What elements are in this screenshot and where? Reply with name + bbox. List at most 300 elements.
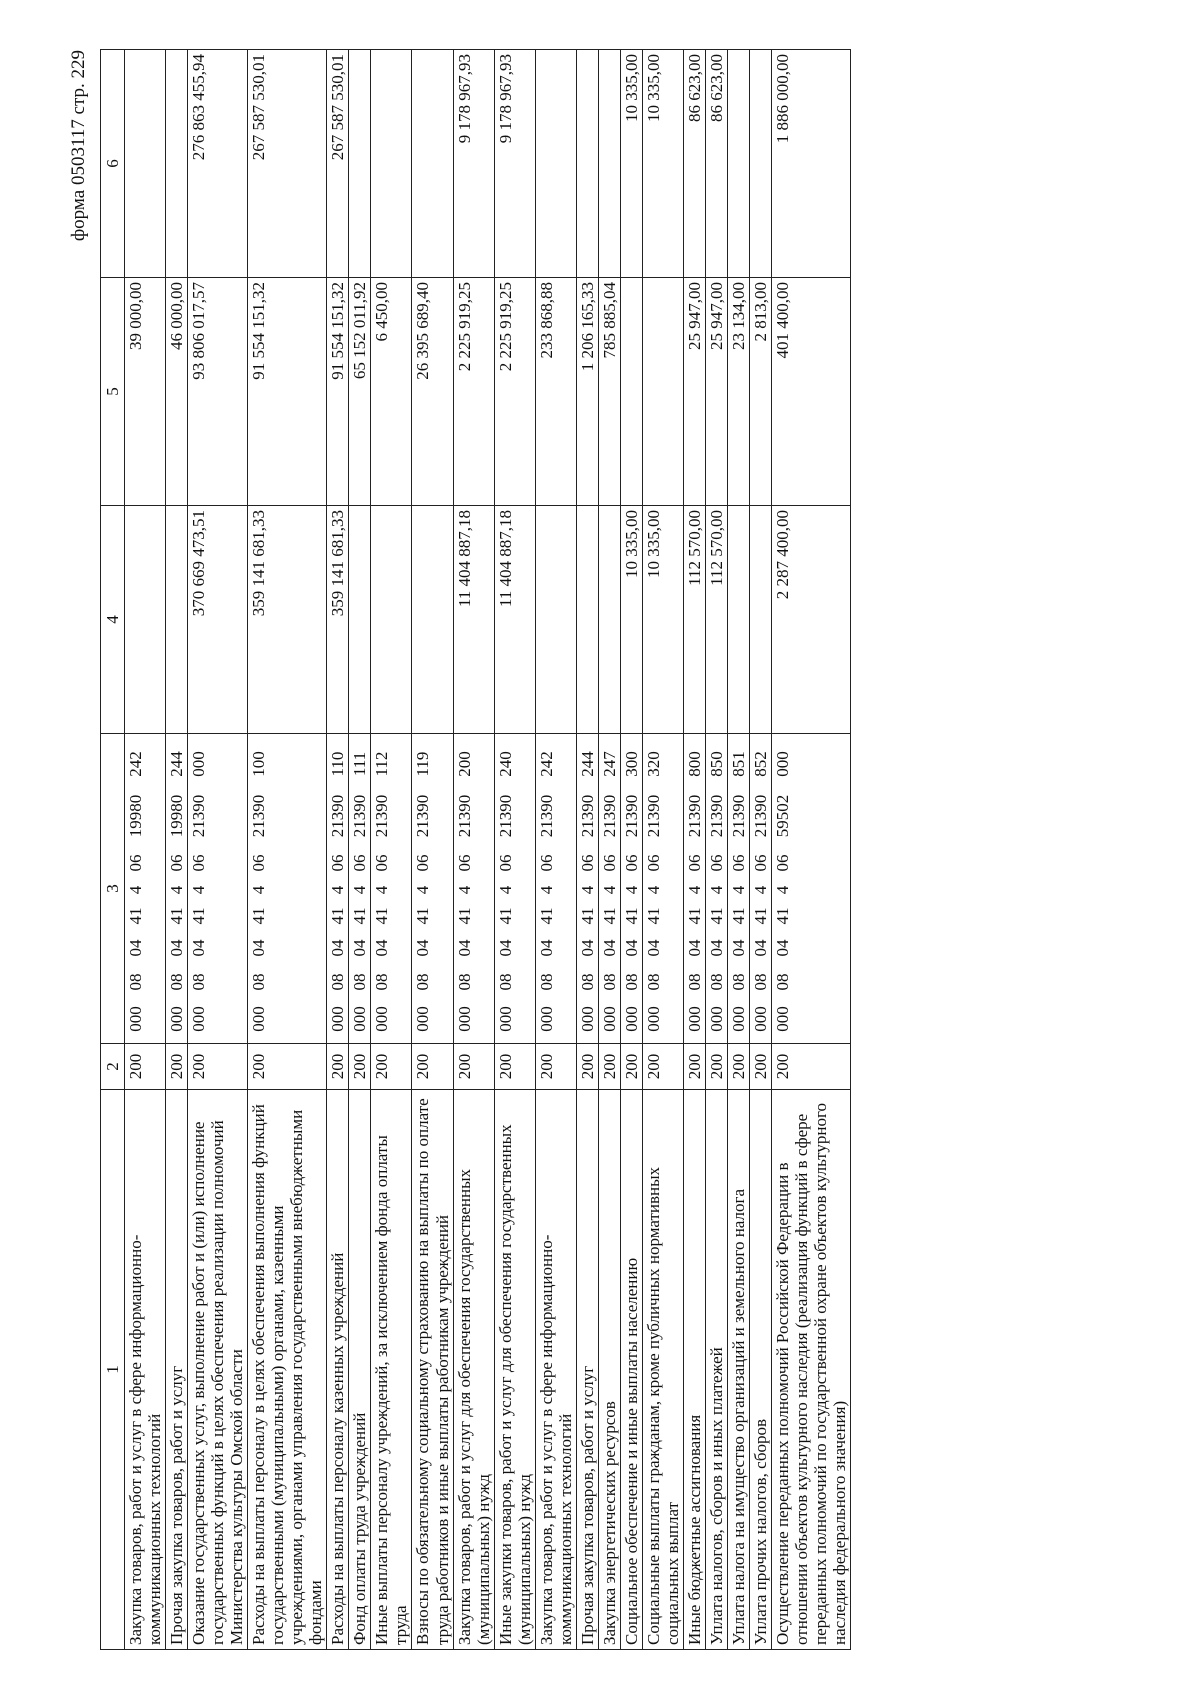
- kbk-program: 41: [621, 907, 641, 925]
- row-line-code: 200: [371, 1044, 412, 1090]
- kbk-expense-type: 100: [249, 751, 269, 777]
- row-approved-amount: 2 287 400,00: [772, 506, 851, 734]
- row-line-code: 200: [327, 1044, 349, 1090]
- row-name: Закупка товаров, работ и услуг в сфере информационно-коммуникационных технологий: [125, 1090, 166, 1650]
- col-header-kbk: 3: [101, 734, 125, 1044]
- row-name: Уплата прочих налогов, сборов: [749, 1090, 771, 1650]
- row-name: Расходы на выплаты персоналу казенных учреждений: [327, 1090, 349, 1650]
- kbk-subprogram: 06: [167, 854, 187, 872]
- kbk-direction: 21390: [577, 794, 597, 838]
- kbk-subprogram: 06: [577, 854, 597, 872]
- kbk-section: 08: [328, 973, 348, 991]
- kbk-section: 08: [728, 973, 748, 991]
- row-approved-amount: [598, 506, 620, 734]
- row-kbk-code: [576, 734, 598, 1044]
- row-kbk-code: [188, 734, 248, 1044]
- kbk-admin: 000: [126, 1006, 146, 1032]
- row-executed-amount: 25 947,00: [705, 278, 727, 506]
- row-approved-amount: [412, 506, 453, 734]
- kbk-direction: 19980: [126, 794, 146, 838]
- table-row: [749, 50, 771, 1650]
- table-row: [576, 50, 598, 1650]
- kbk-admin: 000: [189, 1006, 209, 1032]
- row-name: Иные закупки товаров, работ и услуг для обеспечения государственных (муниципальных) нужд: [494, 1090, 535, 1650]
- table-row: [705, 50, 727, 1650]
- kbk-admin: 000: [621, 1006, 641, 1032]
- kbk-expense-type: 320: [643, 751, 663, 777]
- row-line-code: 200: [412, 1044, 453, 1090]
- row-executed-amount: 6 450,00: [371, 278, 412, 506]
- table-row: [412, 50, 453, 1650]
- kbk-subsection: 04: [599, 939, 619, 957]
- kbk-direction: 21390: [621, 794, 641, 838]
- row-kbk-code: [620, 734, 642, 1044]
- kbk-program: 41: [750, 907, 770, 925]
- form-reference: форма 0503117 стр. 229: [68, 50, 89, 242]
- kbk-subsection: 04: [167, 939, 187, 957]
- row-name: Закупка энергетических ресурсов: [598, 1090, 620, 1650]
- col-header-line-code: 2: [101, 1044, 125, 1090]
- kbk-expense-type: 244: [577, 751, 597, 777]
- kbk-admin: 000: [413, 1006, 433, 1032]
- kbk-expense-type: 112: [372, 751, 392, 777]
- kbk-program: 41: [167, 907, 187, 925]
- table-row: [349, 50, 371, 1650]
- kbk-section: 08: [372, 973, 392, 991]
- kbk-subsection: 04: [189, 939, 209, 957]
- table-row: [620, 50, 642, 1650]
- kbk-subsection: 04: [750, 939, 770, 957]
- kbk-subsection: 04: [728, 939, 748, 957]
- kbk-subsection: 04: [126, 939, 146, 957]
- kbk-subprogram: 06: [249, 854, 269, 872]
- expenditure-table: [100, 49, 851, 1650]
- kbk-direction: 21390: [536, 794, 556, 838]
- kbk-expense-type: 852: [750, 751, 770, 777]
- table-row: [642, 50, 683, 1650]
- kbk-admin: 000: [454, 1006, 474, 1032]
- kbk-direction: 21390: [454, 794, 474, 838]
- row-unexecuted-amount: 267 587 530,01: [248, 50, 327, 278]
- row-name: Оказание государственных услуг, выполнение работ и (или) исполнение государственных функций в целях обеспечения реализации полномочий Министерства культуры Омской области: [188, 1090, 248, 1650]
- row-kbk-code: [248, 734, 327, 1044]
- kbk-type: 4: [599, 885, 619, 895]
- kbk-type: 4: [684, 885, 704, 895]
- kbk-section: 08: [167, 973, 187, 991]
- kbk-program: 41: [684, 907, 704, 925]
- kbk-expense-type: 000: [189, 751, 209, 777]
- kbk-type: 4: [750, 885, 770, 895]
- kbk-direction: 19980: [167, 794, 187, 838]
- table-row: [727, 50, 749, 1650]
- kbk-direction: 21390: [189, 794, 209, 838]
- row-kbk-code: [412, 734, 453, 1044]
- kbk-subprogram: 06: [372, 854, 392, 872]
- kbk-admin: 000: [599, 1006, 619, 1032]
- row-line-code: 200: [727, 1044, 749, 1090]
- row-executed-amount: [642, 278, 683, 506]
- row-line-code: 200: [166, 1044, 188, 1090]
- kbk-section: 08: [706, 973, 726, 991]
- kbk-program: 41: [372, 907, 392, 925]
- row-executed-amount: 91 554 151,32: [327, 278, 349, 506]
- kbk-subprogram: 06: [621, 854, 641, 872]
- kbk-expense-type: 242: [126, 751, 146, 777]
- kbk-admin: 000: [750, 1006, 770, 1032]
- kbk-direction: 21390: [750, 794, 770, 838]
- kbk-direction: 21390: [413, 794, 433, 838]
- kbk-admin: 000: [684, 1006, 704, 1032]
- kbk-subsection: 04: [372, 939, 392, 957]
- row-executed-amount: 233 868,88: [535, 278, 576, 506]
- kbk-admin: 000: [728, 1006, 748, 1032]
- row-line-code: 200: [125, 1044, 166, 1090]
- row-kbk-code: [535, 734, 576, 1044]
- row-unexecuted-amount: 276 863 455,94: [188, 50, 248, 278]
- kbk-type: 4: [728, 885, 748, 895]
- row-executed-amount: [620, 278, 642, 506]
- row-line-code: 200: [576, 1044, 598, 1090]
- row-line-code: 200: [453, 1044, 494, 1090]
- kbk-subprogram: 06: [413, 854, 433, 872]
- kbk-section: 08: [350, 973, 370, 991]
- kbk-admin: 000: [577, 1006, 597, 1032]
- kbk-type: 4: [189, 885, 209, 895]
- row-kbk-code: [598, 734, 620, 1044]
- row-approved-amount: [749, 506, 771, 734]
- row-approved-amount: [535, 506, 576, 734]
- kbk-subprogram: 06: [328, 854, 348, 872]
- row-unexecuted-amount: [125, 50, 166, 278]
- row-approved-amount: 10 335,00: [620, 506, 642, 734]
- kbk-section: 08: [621, 973, 641, 991]
- row-unexecuted-amount: 86 623,00: [705, 50, 727, 278]
- kbk-direction: 21390: [328, 794, 348, 838]
- kbk-type: 4: [167, 885, 187, 895]
- table-row: [535, 50, 576, 1650]
- kbk-subsection: 04: [643, 939, 663, 957]
- kbk-direction: 21390: [728, 794, 748, 838]
- row-name: Социальное обеспечение и иные выплаты населению: [620, 1090, 642, 1650]
- kbk-subsection: 04: [577, 939, 597, 957]
- kbk-subprogram: 06: [536, 854, 556, 872]
- row-kbk-code: [327, 734, 349, 1044]
- kbk-admin: 000: [706, 1006, 726, 1032]
- kbk-expense-type: 800: [684, 751, 704, 777]
- kbk-expense-type: 110: [328, 751, 348, 777]
- row-approved-amount: 11 404 887,18: [453, 506, 494, 734]
- kbk-subprogram: 06: [773, 854, 792, 872]
- row-executed-amount: 25 947,00: [683, 278, 705, 506]
- kbk-program: 41: [599, 907, 619, 925]
- row-kbk-code: [642, 734, 683, 1044]
- kbk-type: 4: [350, 885, 370, 895]
- row-line-code: 200: [749, 1044, 771, 1090]
- row-line-code: 200: [349, 1044, 371, 1090]
- row-kbk-code: [749, 734, 771, 1044]
- kbk-type: 4: [249, 885, 269, 895]
- kbk-section: 08: [536, 973, 556, 991]
- kbk-admin: 000: [249, 1006, 269, 1032]
- kbk-direction: 21390: [495, 794, 515, 838]
- row-line-code: 200: [535, 1044, 576, 1090]
- kbk-direction: 21390: [643, 794, 663, 838]
- row-unexecuted-amount: [598, 50, 620, 278]
- rotated-report-page: [60, 50, 1060, 1650]
- row-unexecuted-amount: [535, 50, 576, 278]
- kbk-direction: 59502: [773, 794, 792, 838]
- row-kbk-code: [125, 734, 166, 1044]
- row-kbk-code: [453, 734, 494, 1044]
- row-approved-amount: 112 570,00: [705, 506, 727, 734]
- column-number-row: [101, 50, 125, 1650]
- kbk-subsection: 04: [413, 939, 433, 957]
- row-executed-amount: 26 395 689,40: [412, 278, 453, 506]
- kbk-expense-type: 247: [599, 751, 619, 777]
- row-kbk-code: [166, 734, 188, 1044]
- kbk-section: 08: [495, 973, 515, 991]
- kbk-program: 41: [728, 907, 748, 925]
- kbk-type: 4: [372, 885, 392, 895]
- kbk-subsection: 04: [706, 939, 726, 957]
- row-name: Уплата налогов, сборов и иных платежей: [705, 1090, 727, 1650]
- row-name: Фонд оплаты труда учреждений: [349, 1090, 371, 1650]
- row-unexecuted-amount: 86 623,00: [683, 50, 705, 278]
- kbk-section: 08: [773, 973, 792, 991]
- kbk-admin: 000: [167, 1006, 187, 1032]
- kbk-subprogram: 06: [189, 854, 209, 872]
- row-unexecuted-amount: [166, 50, 188, 278]
- kbk-section: 08: [126, 973, 146, 991]
- kbk-section: 08: [249, 973, 269, 991]
- table-row: [772, 50, 851, 1650]
- row-executed-amount: 2 225 919,25: [494, 278, 535, 506]
- row-unexecuted-amount: 267 587 530,01: [327, 50, 349, 278]
- row-executed-amount: 785 885,04: [598, 278, 620, 506]
- row-unexecuted-amount: 10 335,00: [620, 50, 642, 278]
- kbk-type: 4: [621, 885, 641, 895]
- row-unexecuted-amount: [349, 50, 371, 278]
- row-line-code: 200: [683, 1044, 705, 1090]
- kbk-section: 08: [189, 973, 209, 991]
- row-name: Осуществление переданных полномочий Российской Федерации в отношении объектов культурного наследия (реализация функций в сфере переданных полномочий по государственной охране объектов культурного наследия федерального значения): [772, 1090, 851, 1650]
- kbk-program: 41: [773, 907, 792, 925]
- kbk-section: 08: [750, 973, 770, 991]
- kbk-expense-type: 240: [495, 751, 515, 777]
- row-approved-amount: [371, 506, 412, 734]
- kbk-subprogram: 06: [599, 854, 619, 872]
- kbk-type: 4: [773, 885, 792, 895]
- kbk-direction: 21390: [684, 794, 704, 838]
- col-header-approved: 4: [101, 506, 125, 734]
- kbk-program: 41: [643, 907, 663, 925]
- kbk-subsection: 04: [621, 939, 641, 957]
- kbk-subsection: 04: [249, 939, 269, 957]
- row-name: Закупка товаров, работ и услуг в сфере информационно-коммуникационных технологий: [535, 1090, 576, 1650]
- row-approved-amount: [125, 506, 166, 734]
- kbk-program: 41: [577, 907, 597, 925]
- kbk-subsection: 04: [536, 939, 556, 957]
- kbk-program: 41: [536, 907, 556, 925]
- row-name: Взносы по обязательному социальному страхованию на выплаты по оплате труда работников и иные выплаты работникам учреждений: [412, 1090, 453, 1650]
- row-approved-amount: 112 570,00: [683, 506, 705, 734]
- table-row: [494, 50, 535, 1650]
- row-kbk-code: [772, 734, 851, 1044]
- kbk-program: 41: [495, 907, 515, 925]
- col-header-executed: 5: [101, 278, 125, 506]
- kbk-type: 4: [577, 885, 597, 895]
- kbk-section: 08: [454, 973, 474, 991]
- row-executed-amount: 91 554 151,32: [248, 278, 327, 506]
- kbk-admin: 000: [328, 1006, 348, 1032]
- kbk-program: 41: [454, 907, 474, 925]
- row-unexecuted-amount: 10 335,00: [642, 50, 683, 278]
- row-unexecuted-amount: [412, 50, 453, 278]
- kbk-subsection: 04: [773, 939, 792, 957]
- kbk-type: 4: [126, 885, 146, 895]
- kbk-subsection: 04: [328, 939, 348, 957]
- row-name: Прочая закупка товаров, работ и услуг: [166, 1090, 188, 1650]
- kbk-expense-type: 111: [350, 751, 370, 777]
- table-body: [125, 50, 851, 1650]
- kbk-admin: 000: [350, 1006, 370, 1032]
- row-line-code: 200: [772, 1044, 851, 1090]
- row-line-code: 200: [598, 1044, 620, 1090]
- kbk-subprogram: 06: [643, 854, 663, 872]
- kbk-subprogram: 06: [706, 854, 726, 872]
- row-kbk-code: [727, 734, 749, 1044]
- row-name: Закупка товаров, работ и услуг для обеспечения государственных (муниципальных) нужд: [453, 1090, 494, 1650]
- kbk-subsection: 04: [350, 939, 370, 957]
- table-row: [327, 50, 349, 1650]
- kbk-direction: 21390: [706, 794, 726, 838]
- row-unexecuted-amount: [727, 50, 749, 278]
- row-line-code: 200: [642, 1044, 683, 1090]
- kbk-type: 4: [495, 885, 515, 895]
- row-unexecuted-amount: [576, 50, 598, 278]
- kbk-direction: 21390: [249, 794, 269, 838]
- kbk-expense-type: 851: [728, 751, 748, 777]
- row-approved-amount: 10 335,00: [642, 506, 683, 734]
- row-name: Социальные выплаты гражданам, кроме публичных нормативных социальных выплат: [642, 1090, 683, 1650]
- kbk-direction: 21390: [599, 794, 619, 838]
- kbk-section: 08: [413, 973, 433, 991]
- kbk-expense-type: 244: [167, 751, 187, 777]
- kbk-expense-type: 242: [536, 751, 556, 777]
- row-executed-amount: 65 152 011,92: [349, 278, 371, 506]
- table-row: [371, 50, 412, 1650]
- row-unexecuted-amount: [749, 50, 771, 278]
- kbk-program: 41: [328, 907, 348, 925]
- row-unexecuted-amount: 9 178 967,93: [453, 50, 494, 278]
- row-executed-amount: 23 134,00: [727, 278, 749, 506]
- kbk-type: 4: [706, 885, 726, 895]
- row-approved-amount: 359 141 681,33: [327, 506, 349, 734]
- row-kbk-code: [349, 734, 371, 1044]
- row-line-code: 200: [248, 1044, 327, 1090]
- row-name: Расходы на выплаты персоналу в целях обеспечения выполнения функций государственными (муниципальными) органами, казенными учреждениями, органами управления государственными внебюджетными фондами: [248, 1090, 327, 1650]
- kbk-subprogram: 06: [350, 854, 370, 872]
- kbk-subprogram: 06: [750, 854, 770, 872]
- kbk-subprogram: 06: [495, 854, 515, 872]
- row-unexecuted-amount: [371, 50, 412, 278]
- row-kbk-code: [494, 734, 535, 1044]
- row-unexecuted-amount: 9 178 967,93: [494, 50, 535, 278]
- kbk-subprogram: 06: [126, 854, 146, 872]
- kbk-subsection: 04: [684, 939, 704, 957]
- row-unexecuted-amount: 1 886 000,00: [772, 50, 851, 278]
- kbk-admin: 000: [643, 1006, 663, 1032]
- kbk-program: 41: [413, 907, 433, 925]
- kbk-subsection: 04: [454, 939, 474, 957]
- col-header-unexecuted: 6: [101, 50, 125, 278]
- kbk-expense-type: 119: [413, 751, 433, 777]
- row-executed-amount: 39 000,00: [125, 278, 166, 506]
- table-row: [125, 50, 166, 1650]
- row-executed-amount: 46 000,00: [166, 278, 188, 506]
- kbk-type: 4: [413, 885, 433, 895]
- row-name: Уплата налога на имущество организаций и земельного налога: [727, 1090, 749, 1650]
- row-approved-amount: [727, 506, 749, 734]
- kbk-section: 08: [643, 973, 663, 991]
- row-kbk-code: [683, 734, 705, 1044]
- kbk-program: 41: [706, 907, 726, 925]
- kbk-program: 41: [350, 907, 370, 925]
- kbk-expense-type: 000: [773, 751, 792, 777]
- row-executed-amount: 2 225 919,25: [453, 278, 494, 506]
- kbk-admin: 000: [773, 1006, 792, 1032]
- kbk-subsection: 04: [495, 939, 515, 957]
- kbk-type: 4: [328, 885, 348, 895]
- kbk-subprogram: 06: [728, 854, 748, 872]
- row-line-code: 200: [494, 1044, 535, 1090]
- table-row: [453, 50, 494, 1650]
- row-approved-amount: [166, 506, 188, 734]
- kbk-expense-type: 300: [621, 751, 641, 777]
- row-name: Иные выплаты персоналу учреждений, за исключением фонда оплаты труда: [371, 1090, 412, 1650]
- kbk-admin: 000: [536, 1006, 556, 1032]
- kbk-direction: 21390: [350, 794, 370, 838]
- row-executed-amount: 2 813,00: [749, 278, 771, 506]
- row-name: Иные бюджетные ассигнования: [683, 1090, 705, 1650]
- kbk-subprogram: 06: [454, 854, 474, 872]
- table-row: [188, 50, 248, 1650]
- kbk-type: 4: [536, 885, 556, 895]
- table-row: [166, 50, 188, 1650]
- kbk-program: 41: [126, 907, 146, 925]
- kbk-expense-type: 200: [454, 751, 474, 777]
- kbk-section: 08: [599, 973, 619, 991]
- kbk-section: 08: [577, 973, 597, 991]
- kbk-direction: 21390: [372, 794, 392, 838]
- row-name: Прочая закупка товаров, работ и услуг: [576, 1090, 598, 1650]
- kbk-program: 41: [189, 907, 209, 925]
- row-approved-amount: 359 141 681,33: [248, 506, 327, 734]
- col-header-name: 1: [101, 1090, 125, 1650]
- row-executed-amount: 1 206 165,33: [576, 278, 598, 506]
- table-row: [598, 50, 620, 1650]
- kbk-admin: 000: [372, 1006, 392, 1032]
- row-executed-amount: 401 400,00: [772, 278, 851, 506]
- kbk-program: 41: [249, 907, 269, 925]
- kbk-subprogram: 06: [684, 854, 704, 872]
- kbk-type: 4: [643, 885, 663, 895]
- row-approved-amount: [349, 506, 371, 734]
- row-line-code: 200: [188, 1044, 248, 1090]
- row-line-code: 200: [705, 1044, 727, 1090]
- row-line-code: 200: [620, 1044, 642, 1090]
- table-row: [248, 50, 327, 1650]
